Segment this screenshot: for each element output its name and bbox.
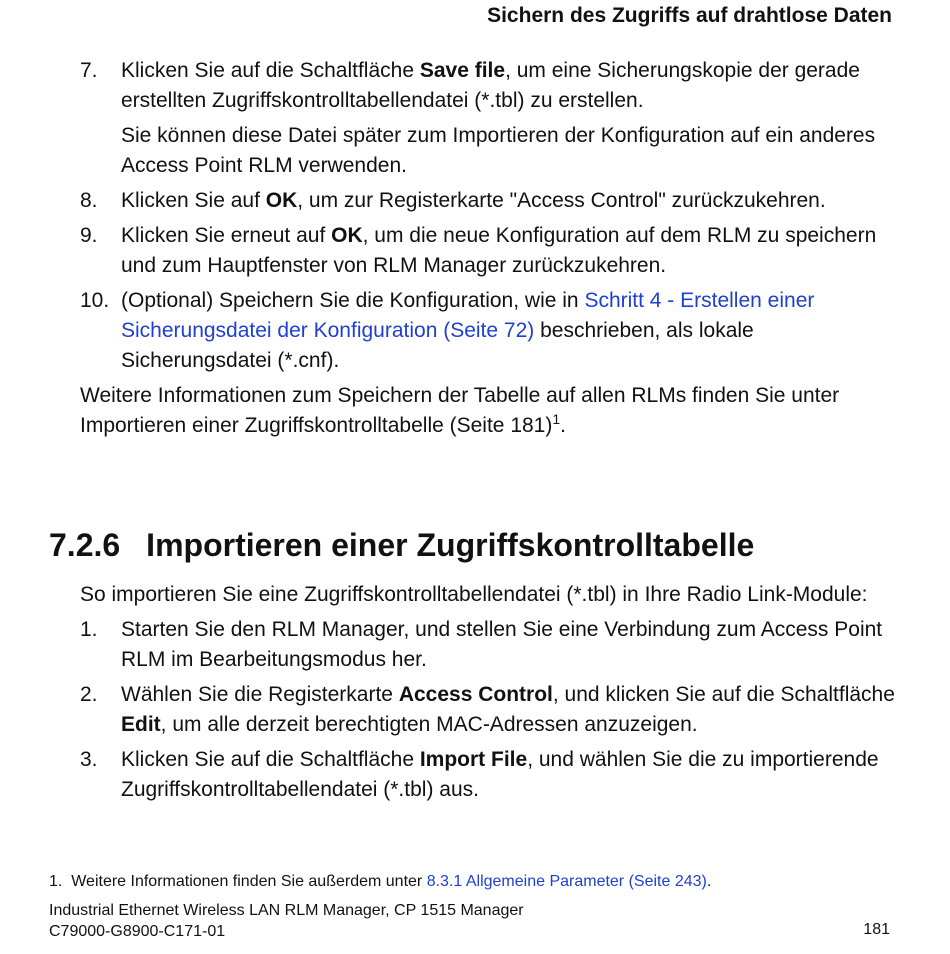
- page-footer: [49, 900, 524, 942]
- list-item: 8. Klicken Sie auf OK, um zur Registerkarte "Access Control" zurückzukehren.: [80, 186, 895, 216]
- list-item: 2. Wählen Sie die Registerkarte Access Control, und klicken Sie auf die Schaltfläche Edit, um alle derzeit berechtigten MAC-Adressen anzuzeigen.: [80, 680, 895, 740]
- running-head: Sichern des Zugriffs auf drahtlose Daten: [487, 4, 892, 27]
- list-item: 1. Starten Sie den RLM Manager, und stellen Sie eine Verbindung zum Access Point RLM im Bearbeitungsmodus her.: [80, 615, 895, 675]
- step-number: 2.: [80, 683, 98, 706]
- intro-paragraph: So importieren Sie eine Zugriffskontrolltabellendatei (*.tbl) in Ihre Radio Link-Module:: [80, 583, 868, 606]
- footnote-link[interactable]: 8.3.1 Allgemeine Parameter (Seite 243): [426, 873, 707, 890]
- list-item: 10. (Optional) Speichern Sie die Konfiguration, wie in Schritt 4 - Erstellen einer Sicherungsdatei der Konfiguration (Seite 72) beschrieben, als lokale Sicherungsdatei (*.cnf).: [80, 286, 895, 376]
- list-item: 3. Klicken Sie auf die Schaltfläche Import File, und wählen Sie die zu importierende Zugriffskontrolltabellendatei (*.tbl) aus.: [80, 745, 895, 805]
- section-heading: [49, 527, 754, 564]
- step-number: 8.: [80, 189, 98, 212]
- step-list-a: [80, 56, 895, 441]
- footnote: 1. Weitere Informationen finden Sie außerdem unter 8.3.1 Allgemeine Parameter (Seite 243).: [49, 873, 712, 890]
- ui-term: OK: [331, 224, 363, 247]
- step-number: 7.: [80, 59, 98, 82]
- step-list-b: [80, 580, 895, 810]
- ui-term: OK: [265, 189, 298, 212]
- section-title: Importieren einer Zugriffskontrolltabelle: [146, 527, 755, 563]
- step-note: Sie können diese Datei später zum Importieren der Konfiguration auf ein anderes Access Point RLM verwenden.: [121, 124, 876, 177]
- list-item: 7. Klicken Sie auf die Schaltfläche Save file, um eine Sicherungskopie der gerade erstellten Zugriffskontrolltabellendatei (*.tbl) zu erstellen. Sie können diese Datei später zum Importieren der Konfiguration auf ein anderes Access Point RLM verwenden.: [80, 56, 895, 181]
- ui-term: Import File: [419, 748, 528, 771]
- footer-product: Industrial Ethernet Wireless LAN RLM Manager, CP 1515 Manager: [49, 902, 524, 919]
- ui-term: Access Control: [398, 683, 553, 706]
- info-paragraph: Weitere Informationen zum Speichern der Tabelle auf allen RLMs finden Sie unter Importieren einer Zugriffskontrolltabelle (Seite 181)$^1$.: [80, 384, 840, 437]
- step-number: 9.: [80, 224, 98, 247]
- ui-term: Save file: [419, 59, 506, 82]
- page-number: 181: [863, 921, 890, 938]
- step-number: 1.: [80, 618, 98, 641]
- section-number: 7.2.6: [49, 527, 121, 563]
- list-item: 9. Klicken Sie erneut auf OK, um die neue Konfiguration auf dem RLM zu speichern und zum Hauptfenster von RLM Manager zurückzukehren.: [80, 221, 895, 281]
- footnote-number: 1.: [49, 873, 63, 890]
- footer-doc-id: C79000-G8900-C171-01: [49, 923, 226, 940]
- footnote-marker[interactable]: 1: [552, 411, 561, 427]
- step-number: 3.: [80, 748, 98, 771]
- step-number: 10.: [80, 289, 110, 312]
- ui-term: Edit: [121, 713, 161, 736]
- cross-reference-link[interactable]: Schritt 4 - Erstellen einer Sicherungsdatei der Konfiguration (Seite 72): [121, 289, 815, 342]
